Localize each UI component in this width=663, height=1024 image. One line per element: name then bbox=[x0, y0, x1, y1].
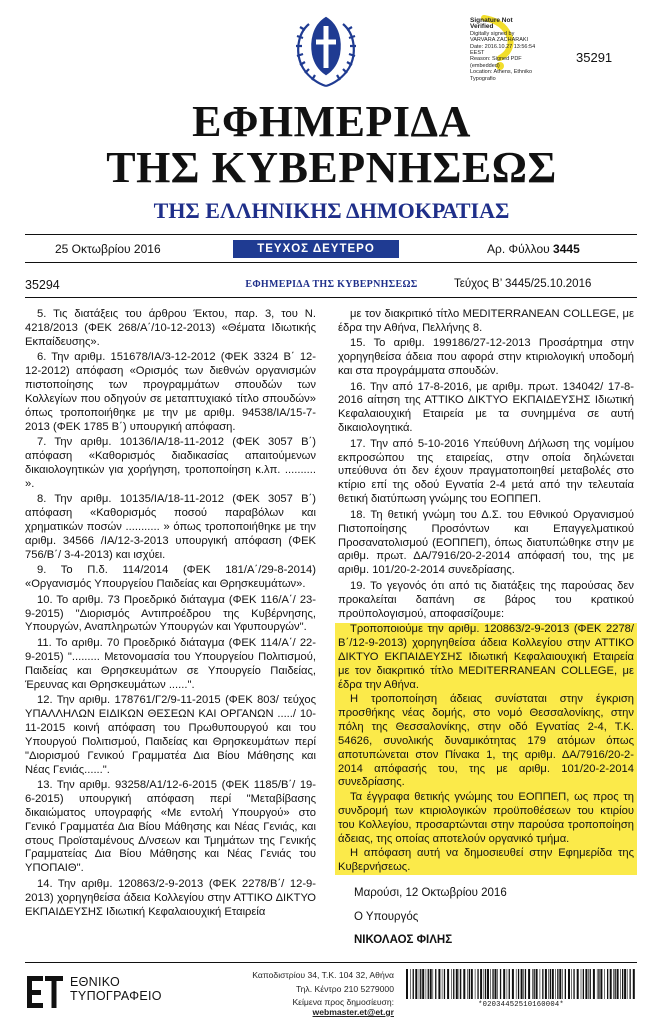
barcode-bar bbox=[460, 969, 461, 999]
paragraph: 9. Το Π.δ. 114/2014 (ΦΕΚ 181/Α΄/29-8-2014) «Οργανισμός Υπουργείου Παιδείας και Θρησκευμάτων». bbox=[25, 564, 316, 591]
barcode-bar bbox=[492, 969, 493, 999]
signature-line: Reason: Signed PDF bbox=[470, 56, 522, 63]
barcode-bar bbox=[447, 969, 449, 999]
signature-line: Digitally signed by bbox=[470, 30, 515, 37]
barcode-bar bbox=[622, 969, 623, 999]
sheet-label: Αρ. Φύλλου bbox=[487, 242, 550, 256]
barcode-bar bbox=[588, 969, 589, 999]
paragraph: 8. Την αριθμ. 10135/ΙΑ/18-11-2012 (ΦΕΚ 3057 Β΄) απόφαση «Καθορισμός ποσού παραβόλων και χρηματικών ποσών ........... » όπως τροποποιήθηκε με την αριθμ. 34566 /ΙΑ/12-3-2013 υπουργική απόφαση (ΦΕΚ 756/Β΄/ 3-4-2013) και ισχύει. bbox=[25, 493, 316, 561]
barcode-bar bbox=[534, 969, 535, 999]
barcode-bar bbox=[422, 969, 424, 999]
highlighted-decision bbox=[335, 623, 637, 875]
barcode-bar bbox=[463, 969, 465, 999]
barcode-bar bbox=[507, 969, 508, 999]
barcode bbox=[405, 969, 637, 999]
barcode-text: *02034452510160004* bbox=[478, 1001, 564, 1009]
barcode-bar bbox=[484, 969, 485, 999]
barcode-bar bbox=[413, 969, 414, 999]
divider bbox=[25, 262, 637, 263]
signature-line: Typografio bbox=[470, 75, 496, 82]
divider bbox=[25, 234, 637, 235]
highlighted-paragraph: Τα έγγραφα θετικής γνώμης του ΕΟΠΠΕΠ, ως προς τη συνδρομή των κτιριολογικών προϋποθέσεων του κτιρίου του Κολλεγίου, προσαρτώνται στην παρούσα τροποποίηση άδειας, της οποίας αποτελούν οργανικό τμήμα. bbox=[338, 790, 634, 845]
barcode-bar bbox=[548, 969, 549, 999]
signature-line: VARVARA ZACHARAKI bbox=[470, 37, 529, 44]
barcode-bar bbox=[542, 969, 543, 999]
barcode-bar bbox=[627, 969, 628, 999]
signature-line: EEST bbox=[470, 50, 485, 57]
footer-phone: Τηλ. Κέντρο 210 5279000 bbox=[296, 984, 394, 994]
digital-signature-block bbox=[470, 18, 570, 82]
barcode-bar bbox=[480, 969, 482, 999]
barcode-bar bbox=[477, 969, 478, 999]
barcode-bar bbox=[451, 969, 452, 999]
closing-role: Ο Υπουργός bbox=[354, 911, 419, 923]
barcode-bar bbox=[512, 969, 514, 999]
right-column bbox=[338, 308, 634, 875]
running-title: ΕΦΗΜΕΡΙΔΑ ΤΗΣ ΚΥΒΕΡΝΗΣΕΩΣ bbox=[245, 279, 418, 290]
masthead-title-line2: ΤΗΣ ΚΥΒΕΡΝΗΣΕΩΣ bbox=[106, 143, 557, 192]
barcode-bar bbox=[613, 969, 614, 999]
barcode-bar bbox=[559, 969, 561, 999]
barcode-bar bbox=[420, 969, 421, 999]
barcode-bar bbox=[509, 969, 510, 999]
paragraph: 16. Την από 17-8-2016, με αριθμ. πρωτ. 134042/ 17-8-2016 αίτηση της ΑΤΤΙΚΟ ΔΙΚΤΥΟ ΕΚΠΑΙΔΕΥΣΗΣ Ιδιωτική Κεφαλαιουχική Εταιρεία με τα συνημμένα σε αυτή δικαιολογητικά. bbox=[338, 380, 634, 435]
paragraph: 18. Τη θετική γνώμη του Δ.Σ. του Εθνικού Οργανισμού Πιστοποίησης Προσόντων και Επαγγελματικού Προσανατολισμού (ΕΟΠΠΕΠ), όπως διατυπώθηκε στην με αριθμ. πρωτ. ΔΑ/7916/20-2-2014 απόφασή του, της με αριθμ. 101/20-2-2014 συνεδρίασης. bbox=[338, 508, 634, 577]
signature-line: Date: 2016.10.27 13:56:54 bbox=[470, 43, 536, 50]
signature-line: Location: Athens, Ethniko bbox=[470, 69, 533, 76]
paragraph: 14. Την αριθμ. 120863/2-9-2013 (ΦΕΚ 2278/Β΄/ 12-9-2013) χορηγηθείσα άδεια Κολλεγίου στην ΑΤΤΙΚΟ ΔΙΚΤΥΟ ΕΚΠΑΙΔΕΥΣΗΣ Ιδιωτική Κεφαλαιουχική Εταιρεία bbox=[25, 877, 316, 918]
barcode-bar bbox=[532, 969, 533, 999]
barcode-bar bbox=[516, 969, 517, 999]
signature-title: Verified bbox=[470, 23, 494, 31]
divider bbox=[25, 962, 637, 963]
barcode-bar bbox=[419, 969, 420, 999]
barcode-bar bbox=[435, 969, 436, 999]
barcode-bar bbox=[600, 969, 602, 999]
barcode-bar bbox=[633, 969, 635, 999]
masthead-subtitle: ΤΗΣ ΕΛΛΗΝΙΚΗΣ ΔΗΜΟΚΡΑΤΙΑΣ bbox=[153, 198, 510, 223]
page-number-top: 35291 bbox=[576, 50, 613, 65]
masthead-title: ΕΦΗΜΕΡΙΔΑ bbox=[192, 97, 471, 146]
barcode-bar bbox=[428, 969, 429, 999]
closing-place-date: Μαρούσι, 12 Οκτωβρίου 2016 bbox=[354, 887, 507, 899]
barcode-bar bbox=[610, 969, 612, 999]
barcode-bar bbox=[571, 969, 572, 999]
paragraph: 13. Την αριθμ. 93258/Α1/12-6-2015 (ΦΕΚ 1185/Β΄/ 19-6-2015) υπουργική απόφαση περί "Μεταβίβασης δικαιώματος υπογραφής «Με εντολή Υπουργού» στο Γενικό Γραμματέα Δια Βίου Μάθησης και Νέας Γενιάς, και στους Προϊσταμένους Δ/νσεων και Τμημάτων της Γενικής Γραμματείας Δια Βίου Μάθησης και Νέας Γενιάς του ΥΠΟΠΑΙΘ". bbox=[25, 778, 316, 875]
brand-line: ΕΘΝΙΚΟ bbox=[70, 975, 121, 989]
barcode-bar bbox=[604, 969, 605, 999]
barcode-bar bbox=[456, 969, 458, 999]
barcode-bar bbox=[585, 969, 587, 999]
barcode-bar bbox=[444, 969, 445, 999]
barcode-bar bbox=[540, 969, 541, 999]
barcode-bar bbox=[406, 969, 408, 999]
paragraph: 6. Την αριθμ. 151678/ΙΑ/3-12-2012 (ΦΕΚ 3324 Β΄ 12-12-2012) απόφαση «Ορισμός των διεθνών οργανισμών πιστοποίησης των προγραμμάτων σπουδών των Κολλεγίων που οδηγούν σε μεταπτυχιακό τίτλο σπουδών» όπως τροποποιήθηκε με την με αριθμ. 94538/ΙΑ/15-7-2013 (ΦΕΚ 1785 Β΄) υπουργική απόφαση. bbox=[25, 351, 316, 433]
webmaster-email-link[interactable]: webmaster.et@et.gr bbox=[312, 1007, 394, 1017]
submission-label: Κείμενα προς δημοσίευση: bbox=[292, 997, 394, 1007]
barcode-bar bbox=[583, 969, 584, 999]
running-page-number: 35294 bbox=[25, 278, 60, 292]
barcode-bar bbox=[593, 969, 595, 999]
brand-line: ΤΥΠΟΓΡΑΦΕΙΟ bbox=[70, 989, 162, 1003]
barcode-bar bbox=[620, 969, 621, 999]
left-column bbox=[25, 308, 316, 960]
barcode-bar bbox=[430, 969, 432, 999]
barcode-bar bbox=[562, 969, 563, 999]
issue-date: 25 Οκτωβρίου 2016 bbox=[55, 242, 161, 256]
paragraph: 15. Το αριθμ. 199186/27-12-2013 Προσάρτημα στην χορηγηθείσα άδεια που αφορά στην κτιριολογική υποδομή και στα προγράμματα σπουδών. bbox=[338, 337, 634, 378]
barcode-bar bbox=[453, 969, 454, 999]
footer-submission bbox=[210, 997, 394, 1017]
paragraph: 5. Τις διατάξεις του άρθρου Έκτου, παρ. 3, του Ν. 4218/2013 (ΦΕΚ 268/Α΄/10-12-2013) «Θέματα Ιδιωτικής Εκπαίδευσης». bbox=[25, 308, 316, 348]
barcode-bar bbox=[598, 969, 599, 999]
signature-title: Signature Not bbox=[470, 17, 513, 24]
barcode-bar bbox=[415, 969, 417, 999]
barcode-bar bbox=[536, 969, 538, 999]
barcode-bar bbox=[475, 969, 476, 999]
barcode-bar bbox=[490, 969, 491, 999]
barcode-bar bbox=[523, 969, 524, 999]
barcode-bar bbox=[550, 969, 551, 999]
national-printing-office-logo-icon bbox=[25, 972, 65, 1012]
paragraph: 12. Την αριθμ. 178761/Γ2/9-11-2015 (ΦΕΚ 803/ τεύχος ΥΠΑΛΛΗΛΩΝ ΕΙΔΙΚΩΝ ΘΕΣΕΩΝ ΚΑΙ ΟΡΓΑΝΩΝ ...../ 10-11-2015 κοινή απόφαση του Πρωθυπουργού και του Υπουργού Πολιτισμού, Παιδείας και Θρησκευμάτων περί "Διορισμού Γενικού Γραμματέα Δια Βίου Μάθησης και Νέας Γενιάς......". bbox=[25, 693, 316, 776]
signatory-name: ΝΙΚΟΛΑΟΣ ΦΙΛΗΣ bbox=[354, 934, 453, 946]
barcode-bar bbox=[521, 969, 523, 999]
barcode-bar bbox=[577, 969, 579, 999]
divider bbox=[25, 297, 637, 298]
barcode-bar bbox=[630, 969, 631, 999]
paragraph: 17. Την από 5-10-2016 Υπεύθυνη Δήλωση της νομίμου εκπροσώπου της εταιρείας, στην οποία δηλώνεται υπεύθυνα ότι δεν έχουν πραγματοποιηθεί μεταβολές στο κτίριο επί της οδού Εγνατία 2-4 μετά από την τελευταία θετική διατύπωση γνώμης του ΕΟΠΠΕΠ. bbox=[338, 437, 634, 506]
barcode-bar bbox=[581, 969, 582, 999]
barcode-bar bbox=[597, 969, 598, 999]
paragraph: 10. Το αριθμ. 73 Προεδρικό διάταγμα (ΦΕΚ 116/Α΄/ 23-9-2015) "Διορισμός Αντιπροέδρου της Κυβέρνησης, Υπουργών, Αναπληρωτών Υπουργών και Υφυπουργών". bbox=[25, 593, 316, 634]
greek-coat-of-arms-emblem bbox=[283, 4, 369, 90]
barcode-bar bbox=[410, 969, 411, 999]
barcode-bar bbox=[500, 969, 501, 999]
barcode-bar bbox=[607, 969, 608, 999]
paragraph: 19. Το γεγονός ότι από τις διατάξεις της παρούσας δεν προκαλείται δαπάνη σε βάρος του κρατικού προϋπολογισμού, αποφασίζουμε: bbox=[338, 579, 634, 620]
barcode-bar bbox=[565, 969, 566, 999]
barcode-bar bbox=[438, 969, 440, 999]
barcode-bar bbox=[433, 969, 434, 999]
barcode-bar bbox=[590, 969, 591, 999]
barcode-bar bbox=[485, 969, 486, 999]
paragraph: 11. Το αριθμ. 70 Προεδρικό διάταγμα (ΦΕΚ 114/Α΄/ 22-9-2015) "......... Μετονομασία του Υπουργείου Πολιτισμού, Παιδείας και Θρησκευμάτων σε Υπουργείο Παιδείας, Έρευνας και Θρησκευμάτων ......". bbox=[25, 636, 316, 691]
barcode-bar bbox=[487, 969, 489, 999]
barcode-bar bbox=[467, 969, 468, 999]
barcode-bar bbox=[573, 969, 574, 999]
highlighted-paragraph: Τροποποιούμε την αριθμ. 120863/2-9-2013 (ΦΕΚ 2278/ Β΄/12-9-2013) χορηγηθείσα άδεια Κολλεγίου στην ΑΤΤΙΚΟ ΔΙΚΤΥΟ ΕΚΠΑΙΔΕΥΣΗΣ Ιδιωτική Κεφαλαιουχική Εταιρεία με τον διακριτικό τίτλο MEDITERRANEAN COLLEGE, με έδρα την Αθήνα. bbox=[338, 622, 634, 691]
barcode-bar bbox=[495, 969, 497, 999]
highlighted-paragraph: Η απόφαση αυτή να δημοσιευθεί στην Εφημερίδα της Κυβερνήσεως. bbox=[338, 846, 634, 873]
running-issue-ref: Τεύχος Β’ 3445/25.10.2016 bbox=[454, 278, 592, 290]
sheet-value: 3445 bbox=[553, 242, 580, 256]
barcode-bar bbox=[525, 969, 526, 999]
barcode-bar bbox=[624, 969, 626, 999]
issue-badge: ΤΕΥΧΟΣ ΔΕΥΤΕΡΟ bbox=[233, 240, 399, 258]
highlighted-paragraph: Η τροποποίηση άδειας συνίσταται στην έγκριση προσθήκης νέας δομής, στο νομό Θεσσαλονίκης, στην πόλη της Θεσσαλονίκης, στην οδό Εγνατίας 2-4, Τ.Κ. 54626, συνολικής δυναμικότητας 179 ατόμων όπως αποτυπώνεται στον Πίνακα 1, της αριθμ. ΔΑ/7916/20-2-2014 απόφασής του, της με αριθμ. 101/20-2-2014 συνεδρίασης. bbox=[338, 692, 634, 789]
barcode-bar bbox=[469, 969, 470, 999]
barcode-bar bbox=[528, 969, 530, 999]
barcode-bar bbox=[459, 969, 460, 999]
barcode-bar bbox=[568, 969, 570, 999]
barcode-bar bbox=[557, 969, 558, 999]
barcode-bar bbox=[545, 969, 547, 999]
barcode-bar bbox=[552, 969, 554, 999]
sheet-number bbox=[487, 242, 580, 256]
paragraph: 7. Την αριθμ. 10136/ΙΑ/18-11-2012 (ΦΕΚ 3057 Β΄) απόφαση «Καθορισμός διαδικασίας απαιτούμενων δικαιολογητικών για χορήγηση, τροποποίηση κ.λπ. .......... ». bbox=[25, 436, 316, 490]
barcode-bar bbox=[442, 969, 443, 999]
barcode-bar bbox=[617, 969, 619, 999]
signature-line: (embedded) bbox=[470, 62, 500, 69]
barcode-bar bbox=[471, 969, 473, 999]
national-printing-office-name bbox=[70, 975, 162, 1003]
barcode-bar bbox=[555, 969, 556, 999]
footer-address: Καποδιστρίου 34, Τ.Κ. 104 32, Αθήνα bbox=[252, 970, 394, 980]
barcode-bar bbox=[503, 969, 505, 999]
barcode-bar bbox=[615, 969, 616, 999]
barcode-bar bbox=[426, 969, 427, 999]
barcode-bar bbox=[497, 969, 498, 999]
barcode-bar bbox=[518, 969, 519, 999]
paragraph: με τον διακριτικό τίτλο MEDITERRANEAN COLLEGE, με έδρα την Αθήνα, Πελλήνης 8. bbox=[338, 308, 634, 334]
